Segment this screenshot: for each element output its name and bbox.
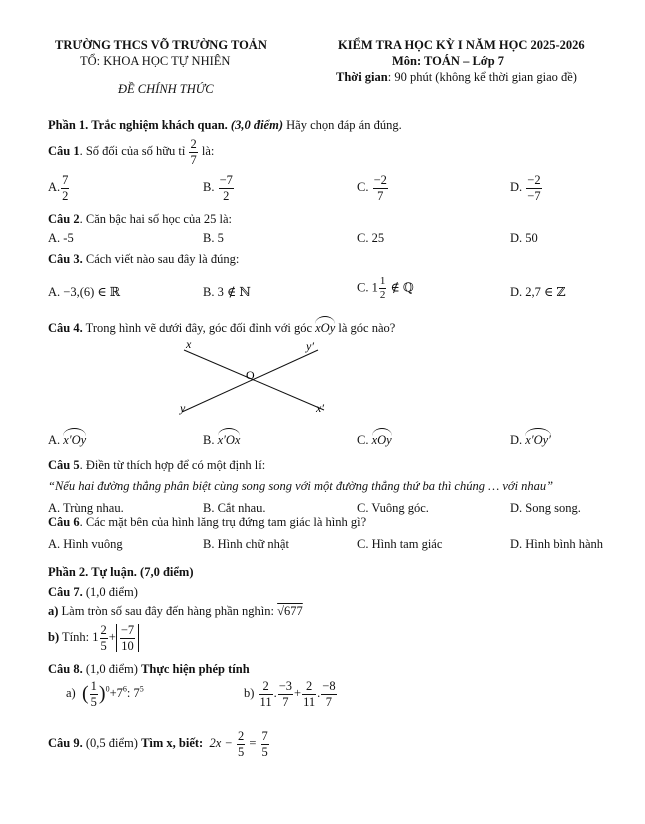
question-9 bbox=[48, 730, 270, 758]
q3-label: Câu 3. bbox=[48, 252, 83, 266]
q9-f2-num: 7 bbox=[261, 729, 268, 743]
q4-b-letter: B. bbox=[203, 433, 215, 447]
q6-text: . Các mặt bên của hình lăng trụ đứng tam giác là hình gì? bbox=[79, 515, 367, 529]
q1-c-letter: C. bbox=[357, 179, 369, 194]
q4-c-letter: C. bbox=[357, 433, 369, 447]
q8-b-f3-den: 11 bbox=[303, 694, 316, 709]
q4-text-post: là góc nào? bbox=[338, 321, 396, 335]
question-4 bbox=[48, 318, 395, 336]
q4-d-letter: D. bbox=[510, 433, 523, 447]
q5-quote: “Nếu hai đường thẳng phân biệt cùng song song với một đường thẳng thứ ba thì chúng … với nhau” bbox=[48, 479, 554, 493]
q9-lhs: 2x − bbox=[209, 735, 233, 750]
q3-option-b[interactable]: B. 3 ∉ ℕ bbox=[203, 285, 251, 299]
part1-title: Phần 1. Trắc nghiệm khách quan. bbox=[48, 118, 228, 132]
q8-a-label: a) bbox=[66, 685, 76, 700]
q7-part-a bbox=[48, 604, 303, 619]
question-6 bbox=[48, 515, 366, 530]
q3-c-num: 1 bbox=[379, 275, 386, 287]
question-8 bbox=[48, 662, 250, 677]
q1-c-den: 7 bbox=[377, 188, 384, 203]
q1-a-den: 2 bbox=[62, 188, 69, 203]
q1-d-num: −2 bbox=[527, 173, 541, 187]
official-label: ĐỀ CHÍNH THỨC bbox=[118, 82, 214, 96]
q7-part-b bbox=[48, 624, 139, 652]
q8-b-f1-den: 11 bbox=[259, 694, 272, 709]
q4-text: Trong hình vẽ dưới đây, góc đối đỉnh với góc bbox=[85, 321, 312, 335]
q9-f1-den: 5 bbox=[237, 744, 245, 759]
q7-a-text: Làm tròn số sau đây đến hàng phần nghìn: bbox=[61, 604, 275, 618]
part1-heading bbox=[48, 118, 402, 133]
q7-label: Câu 7. bbox=[48, 585, 83, 599]
q1-text-post: là: bbox=[201, 143, 215, 158]
q4-option-b[interactable] bbox=[203, 430, 240, 448]
q8-b-f2-den: 7 bbox=[282, 694, 289, 709]
q7-b-num: 2 bbox=[100, 623, 107, 637]
q3-c-den: 2 bbox=[379, 289, 386, 301]
q4-option-a[interactable] bbox=[48, 430, 86, 448]
q7-b-plus: + bbox=[108, 629, 116, 644]
q1-fraction bbox=[189, 138, 197, 166]
q4-d-angle: x′Oy′ bbox=[525, 430, 551, 448]
q2-label: Câu 2 bbox=[48, 212, 80, 226]
q2-option-b[interactable]: B. 5 bbox=[203, 231, 224, 245]
question-2 bbox=[48, 212, 232, 227]
q2-option-d[interactable]: D. 50 bbox=[510, 231, 538, 245]
q5-option-b[interactable]: B. Cắt nhau. bbox=[203, 501, 266, 515]
school-name: TRƯỜNG THCS VÕ TRƯỜNG TOẢN bbox=[55, 38, 267, 52]
q8-a-exp2: 6 bbox=[122, 684, 127, 694]
q8-b-f4-den: 7 bbox=[325, 694, 333, 709]
q3-c-whole: C. 1 bbox=[357, 280, 378, 295]
q7-b-den: 5 bbox=[100, 638, 107, 653]
exam-title: KIỂM TRA HỌC KỲ I NĂM HỌC 2025-2026 bbox=[338, 38, 585, 52]
q8-title: Thực hiện phép tính bbox=[141, 662, 250, 676]
q8-b-f3-num: 2 bbox=[302, 680, 316, 695]
q2-text: . Căn bậc hai số học của 25 là: bbox=[79, 212, 232, 226]
q9-label: Câu 9. bbox=[48, 735, 83, 750]
q1-frac-num: 2 bbox=[190, 137, 197, 151]
q7-b-abs-den: 10 bbox=[121, 638, 134, 653]
q6-option-d[interactable]: D. Hình bình hành bbox=[510, 537, 604, 551]
q1-text: . Số đối của số hữu tỉ bbox=[79, 143, 186, 158]
q2-option-c[interactable]: C. 25 bbox=[357, 231, 385, 245]
exam-subject: Môn: TOÁN – Lớp 7 bbox=[392, 54, 505, 68]
q4-label: Câu 4. bbox=[48, 321, 83, 335]
q7-b-whole: 1 bbox=[92, 629, 99, 644]
q3-text: Cách viết nào sau đây là đúng: bbox=[85, 252, 240, 266]
q6-label: Câu 6 bbox=[48, 515, 80, 529]
q9-title: Tìm x, biết: bbox=[141, 735, 204, 750]
part2-title: Phần 2. Tự luận. (7,0 điểm) bbox=[48, 565, 194, 579]
q9-f1-num: 2 bbox=[237, 729, 245, 743]
q3-option-c[interactable] bbox=[357, 276, 414, 301]
q3-c-post: ∉ ℚ bbox=[390, 280, 414, 295]
department-name: TỔ: KHOA HỌC TỰ NHIÊN bbox=[80, 54, 231, 68]
q7-points: (1,0 điểm) bbox=[85, 585, 138, 599]
q1-frac-den: 7 bbox=[190, 152, 197, 167]
q6-option-b[interactable]: B. Hình chữ nhật bbox=[203, 537, 289, 551]
q5-option-c[interactable]: C. Vuông góc. bbox=[357, 501, 429, 515]
q8-a-exp: 0 bbox=[105, 684, 110, 694]
q8-b-f4-num: −8 bbox=[322, 679, 336, 693]
q1-d-letter: D. bbox=[510, 179, 523, 194]
q9-f2-den: 5 bbox=[261, 744, 268, 759]
q4-c-angle: xOy bbox=[372, 430, 392, 448]
exam-time bbox=[336, 70, 577, 85]
q1-label: Câu 1 bbox=[48, 143, 80, 158]
q4-label-y1: y′ bbox=[306, 339, 314, 353]
q7-b-abs-num: −7 bbox=[120, 623, 135, 637]
q4-label-x: x bbox=[186, 337, 192, 351]
q1-option-c[interactable] bbox=[357, 174, 389, 202]
part1-points: (3,0 điểm) bbox=[230, 118, 283, 132]
question-1 bbox=[48, 138, 214, 166]
q1-a-num: 7 bbox=[62, 173, 69, 187]
q1-option-d[interactable] bbox=[510, 174, 543, 202]
q8-part-a: a) ( $\frac{1}{5}$ )$^0+7^6$: $7^5$ bbox=[66, 679, 144, 709]
question-3 bbox=[48, 252, 239, 267]
q4-label-y: y bbox=[180, 401, 186, 415]
q7-a-label: a) bbox=[48, 604, 59, 618]
q1-a-letter: A. bbox=[48, 179, 61, 194]
q9-points: (0,5 điểm) bbox=[85, 735, 138, 750]
q8-a-exp3: 5 bbox=[139, 684, 144, 694]
q1-option-b[interactable] bbox=[203, 174, 235, 202]
q8-a-num: 1 bbox=[90, 679, 97, 693]
q4-option-d[interactable] bbox=[510, 430, 551, 448]
q8-a-rest2: : 7 bbox=[126, 685, 140, 700]
q7-a-expr: √677 bbox=[277, 604, 303, 618]
q8-b-label: b) bbox=[244, 685, 255, 700]
q5-text: . Điền từ thích hợp để có một định lí: bbox=[79, 458, 266, 472]
exam-time-text: : 90 phút (không kể thời gian giao đề) bbox=[387, 70, 577, 84]
exam-time-label: Thời gian bbox=[336, 70, 388, 84]
q4-figure bbox=[170, 336, 340, 420]
question-5 bbox=[48, 458, 265, 473]
q8-a-den: 5 bbox=[90, 694, 97, 709]
q3-option-d[interactable]: D. 2,7 ∈ ℤ bbox=[510, 285, 566, 299]
q7-b-label: b) bbox=[48, 629, 60, 644]
q1-c-num: −2 bbox=[373, 173, 387, 187]
q1-b-letter: B. bbox=[203, 179, 215, 194]
q8-points: (1,0 điểm) bbox=[85, 662, 138, 676]
q8-b-f2-num: −3 bbox=[278, 679, 293, 693]
q9-eq: = bbox=[249, 735, 257, 750]
q5-option-a[interactable]: A. Trùng nhau. bbox=[48, 501, 124, 515]
q1-d-den: −7 bbox=[527, 188, 541, 203]
q4-label-x1: x′ bbox=[316, 401, 324, 415]
q8-label: Câu 8. bbox=[48, 662, 83, 676]
q4-a-angle: x′Oy bbox=[63, 430, 86, 448]
q4-angle: xOy bbox=[315, 318, 335, 336]
q5-option-d[interactable]: D. Song song. bbox=[510, 501, 581, 515]
q6-option-a[interactable]: A. Hình vuông bbox=[48, 537, 123, 551]
q4-option-c[interactable] bbox=[357, 430, 392, 448]
q3-option-a[interactable]: A. −3,(6) ∈ ℝ bbox=[48, 285, 121, 299]
part1-instruction: Hãy chọn đáp án đúng. bbox=[286, 118, 402, 132]
q1-b-den: 2 bbox=[223, 188, 230, 203]
q4-b-angle: x′Ox bbox=[218, 430, 241, 448]
q6-option-c[interactable]: C. Hình tam giác bbox=[357, 537, 443, 551]
q4-a-letter: A. bbox=[48, 433, 61, 447]
q5-label: Câu 5 bbox=[48, 458, 80, 472]
q8-b-f1-num: 2 bbox=[259, 680, 273, 695]
q1-b-num: −7 bbox=[219, 173, 233, 187]
q2-option-a[interactable]: A. -5 bbox=[48, 231, 74, 245]
q7-b-text: Tính: bbox=[62, 629, 90, 644]
q4-label-o: O bbox=[246, 368, 255, 382]
q1-option-a[interactable] bbox=[48, 174, 70, 202]
q8-a-rest: +7 bbox=[109, 685, 123, 700]
question-7 bbox=[48, 585, 138, 600]
q8-part-b: b) $\frac{2}{11}$ . $\frac{-3}{7}$ + $\frac{2}{11}$ . $\frac{-8}{7}$ bbox=[244, 679, 336, 709]
